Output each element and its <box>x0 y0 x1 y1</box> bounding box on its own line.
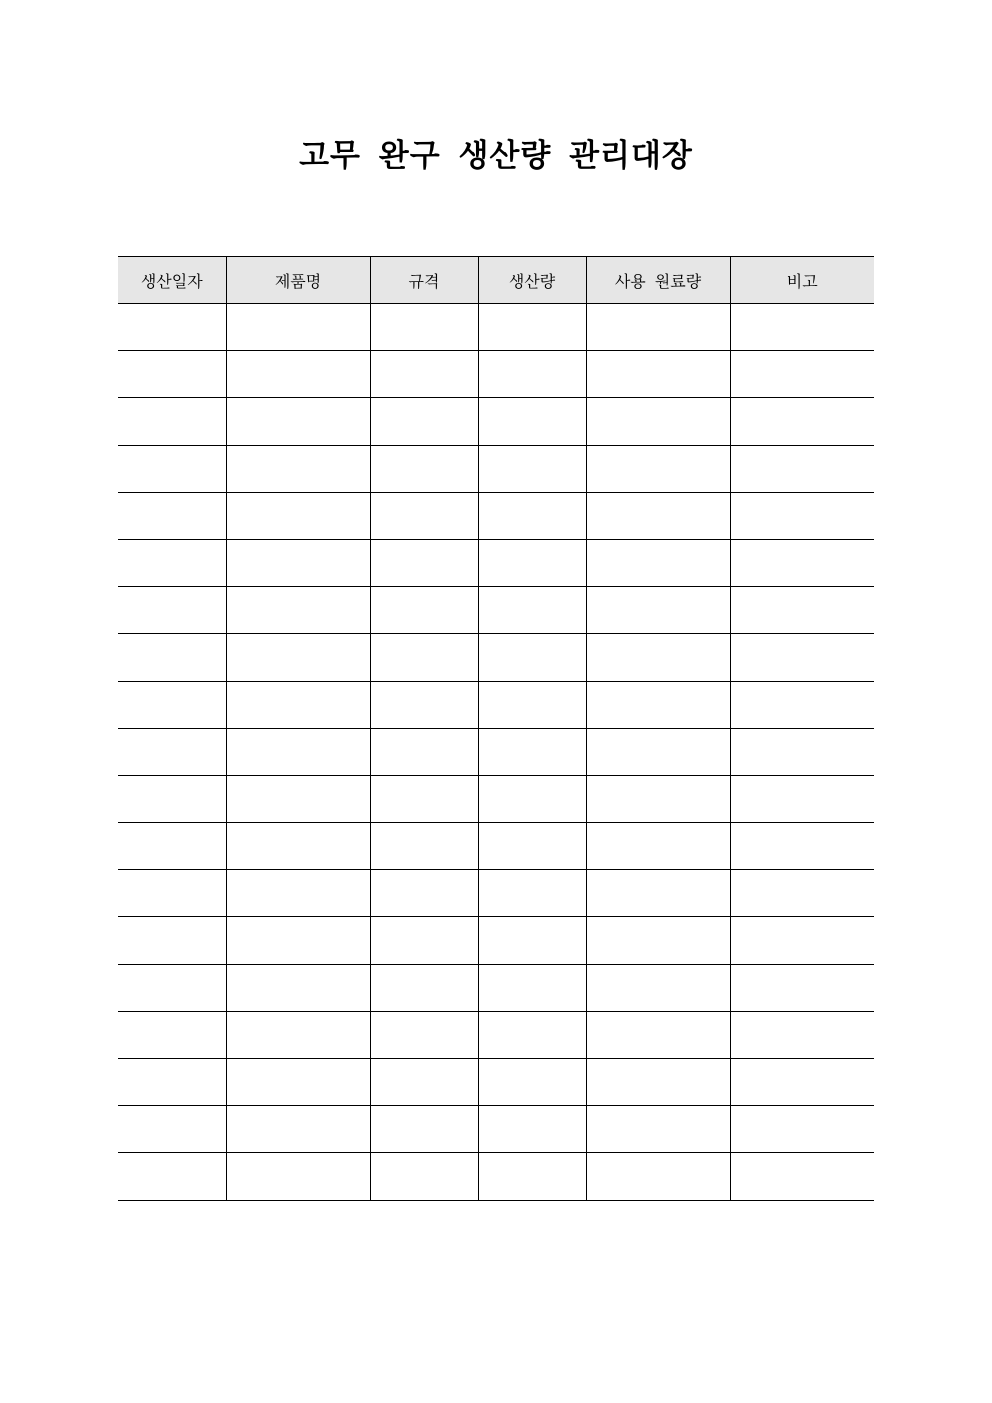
table-cell-quantity[interactable] <box>478 539 586 586</box>
table-cell-quantity[interactable] <box>478 823 586 870</box>
table-cell-date[interactable] <box>118 351 226 398</box>
table-cell-spec[interactable] <box>370 1059 478 1106</box>
table-cell-spec[interactable] <box>370 917 478 964</box>
table-row <box>118 1153 874 1200</box>
table-cell-product[interactable] <box>226 870 370 917</box>
table-cell-material[interactable] <box>586 539 730 586</box>
column-header-date: 생산일자 <box>118 257 226 304</box>
table-cell-quantity[interactable] <box>478 304 586 351</box>
table-cell-material[interactable] <box>586 823 730 870</box>
table-cell-date[interactable] <box>118 492 226 539</box>
table-row <box>118 728 874 775</box>
table-cell-note[interactable] <box>730 398 874 445</box>
table-cell-quantity[interactable] <box>478 587 586 634</box>
table-cell-note[interactable] <box>730 775 874 822</box>
table-cell-material[interactable] <box>586 351 730 398</box>
table-cell-material[interactable] <box>586 728 730 775</box>
table-cell-spec[interactable] <box>370 1153 478 1200</box>
table-row <box>118 492 874 539</box>
table-cell-note[interactable] <box>730 964 874 1011</box>
table-cell-spec[interactable] <box>370 681 478 728</box>
table-header <box>118 257 874 304</box>
table-row <box>118 870 874 917</box>
table-cell-date[interactable] <box>118 775 226 822</box>
table-cell-product[interactable] <box>226 445 370 492</box>
table-row <box>118 917 874 964</box>
table-cell-material[interactable] <box>586 1011 730 1058</box>
table-cell-spec[interactable] <box>370 728 478 775</box>
table-body <box>118 304 874 1201</box>
table-cell-spec[interactable] <box>370 445 478 492</box>
table-cell-product[interactable] <box>226 1011 370 1058</box>
table-cell-quantity[interactable] <box>478 1059 586 1106</box>
table-cell-date[interactable] <box>118 1106 226 1153</box>
table-cell-note[interactable] <box>730 351 874 398</box>
table-cell-quantity[interactable] <box>478 870 586 917</box>
table-cell-quantity[interactable] <box>478 492 586 539</box>
table-cell-quantity[interactable] <box>478 728 586 775</box>
table-cell-spec[interactable] <box>370 492 478 539</box>
header-row <box>118 257 874 304</box>
table-cell-product[interactable] <box>226 728 370 775</box>
table-cell-spec[interactable] <box>370 539 478 586</box>
table-row <box>118 634 874 681</box>
table-cell-spec[interactable] <box>370 964 478 1011</box>
table-cell-quantity[interactable] <box>478 964 586 1011</box>
table-cell-product[interactable] <box>226 681 370 728</box>
table-cell-quantity[interactable] <box>478 681 586 728</box>
table-cell-note[interactable] <box>730 1011 874 1058</box>
table-cell-note[interactable] <box>730 681 874 728</box>
table-cell-material[interactable] <box>586 587 730 634</box>
table-cell-product[interactable] <box>226 351 370 398</box>
table-cell-product[interactable] <box>226 398 370 445</box>
table-cell-product[interactable] <box>226 492 370 539</box>
table-row <box>118 445 874 492</box>
column-header-quantity: 생산량 <box>478 257 586 304</box>
table-cell-date[interactable] <box>118 398 226 445</box>
table-cell-product[interactable] <box>226 1059 370 1106</box>
table-cell-spec[interactable] <box>370 1011 478 1058</box>
production-ledger-table <box>118 256 874 1201</box>
table-cell-spec[interactable] <box>370 351 478 398</box>
table-cell-note[interactable] <box>730 587 874 634</box>
table-cell-date[interactable] <box>118 634 226 681</box>
table-cell-date[interactable] <box>118 964 226 1011</box>
table-cell-product[interactable] <box>226 1106 370 1153</box>
table-row <box>118 587 874 634</box>
table-cell-material[interactable] <box>586 1106 730 1153</box>
table-cell-quantity[interactable] <box>478 1106 586 1153</box>
table-cell-date[interactable] <box>118 681 226 728</box>
table-cell-product[interactable] <box>226 539 370 586</box>
table-cell-material[interactable] <box>586 304 730 351</box>
table-cell-material[interactable] <box>586 1153 730 1200</box>
table-cell-material[interactable] <box>586 1059 730 1106</box>
table-cell-material[interactable] <box>586 681 730 728</box>
table-cell-material[interactable] <box>586 870 730 917</box>
table-row <box>118 681 874 728</box>
table-row <box>118 964 874 1011</box>
table-cell-note[interactable] <box>730 870 874 917</box>
column-header-material: 사용 원료량 <box>586 257 730 304</box>
table-cell-date[interactable] <box>118 1011 226 1058</box>
table-row <box>118 398 874 445</box>
table-cell-note[interactable] <box>730 1106 874 1153</box>
table-cell-material[interactable] <box>586 775 730 822</box>
table-cell-spec[interactable] <box>370 870 478 917</box>
table-cell-material[interactable] <box>586 917 730 964</box>
table-cell-quantity[interactable] <box>478 1011 586 1058</box>
table-cell-spec[interactable] <box>370 304 478 351</box>
table-row <box>118 539 874 586</box>
table-cell-material[interactable] <box>586 634 730 681</box>
column-header-note: 비고 <box>730 257 874 304</box>
table-cell-product[interactable] <box>226 304 370 351</box>
table-cell-quantity[interactable] <box>478 634 586 681</box>
table-cell-date[interactable] <box>118 539 226 586</box>
table-row <box>118 1011 874 1058</box>
table-cell-note[interactable] <box>730 728 874 775</box>
table-cell-date[interactable] <box>118 587 226 634</box>
table-cell-date[interactable] <box>118 870 226 917</box>
table-cell-date[interactable] <box>118 728 226 775</box>
table-row <box>118 304 874 351</box>
table-cell-quantity[interactable] <box>478 398 586 445</box>
table-cell-note[interactable] <box>730 823 874 870</box>
table-row <box>118 775 874 822</box>
table-cell-product[interactable] <box>226 634 370 681</box>
table-cell-quantity[interactable] <box>478 351 586 398</box>
table-cell-quantity[interactable] <box>478 775 586 822</box>
table-cell-material[interactable] <box>586 964 730 1011</box>
table-cell-note[interactable] <box>730 539 874 586</box>
table-cell-note[interactable] <box>730 1059 874 1106</box>
table-cell-material[interactable] <box>586 398 730 445</box>
table-cell-quantity[interactable] <box>478 917 586 964</box>
table-cell-spec[interactable] <box>370 1106 478 1153</box>
table-cell-date[interactable] <box>118 823 226 870</box>
table-cell-date[interactable] <box>118 445 226 492</box>
table-cell-quantity[interactable] <box>478 445 586 492</box>
table-cell-spec[interactable] <box>370 587 478 634</box>
page-title: 고무 완구 생산량 관리대장 <box>299 138 693 174</box>
table-cell-date[interactable] <box>118 304 226 351</box>
table-cell-note[interactable] <box>730 492 874 539</box>
table-cell-material[interactable] <box>586 492 730 539</box>
table-cell-quantity[interactable] <box>478 1153 586 1200</box>
table-cell-product[interactable] <box>226 917 370 964</box>
table-row <box>118 1106 874 1153</box>
table-cell-product[interactable] <box>226 775 370 822</box>
table-cell-spec[interactable] <box>370 775 478 822</box>
table-cell-spec[interactable] <box>370 398 478 445</box>
table-cell-date[interactable] <box>118 1153 226 1200</box>
table-cell-note[interactable] <box>730 445 874 492</box>
table-cell-spec[interactable] <box>370 634 478 681</box>
table-cell-note[interactable] <box>730 1153 874 1200</box>
table-cell-product[interactable] <box>226 964 370 1011</box>
table-cell-product[interactable] <box>226 587 370 634</box>
table-row <box>118 1059 874 1106</box>
table-cell-product[interactable] <box>226 823 370 870</box>
table-row <box>118 351 874 398</box>
column-header-product: 제품명 <box>226 257 370 304</box>
table-cell-product[interactable] <box>226 1153 370 1200</box>
table-cell-date[interactable] <box>118 1059 226 1106</box>
table-cell-note[interactable] <box>730 917 874 964</box>
table-cell-date[interactable] <box>118 917 226 964</box>
table-cell-spec[interactable] <box>370 823 478 870</box>
table-cell-note[interactable] <box>730 634 874 681</box>
table-cell-material[interactable] <box>586 445 730 492</box>
table-row <box>118 823 874 870</box>
table-cell-note[interactable] <box>730 304 874 351</box>
column-header-spec: 규격 <box>370 257 478 304</box>
